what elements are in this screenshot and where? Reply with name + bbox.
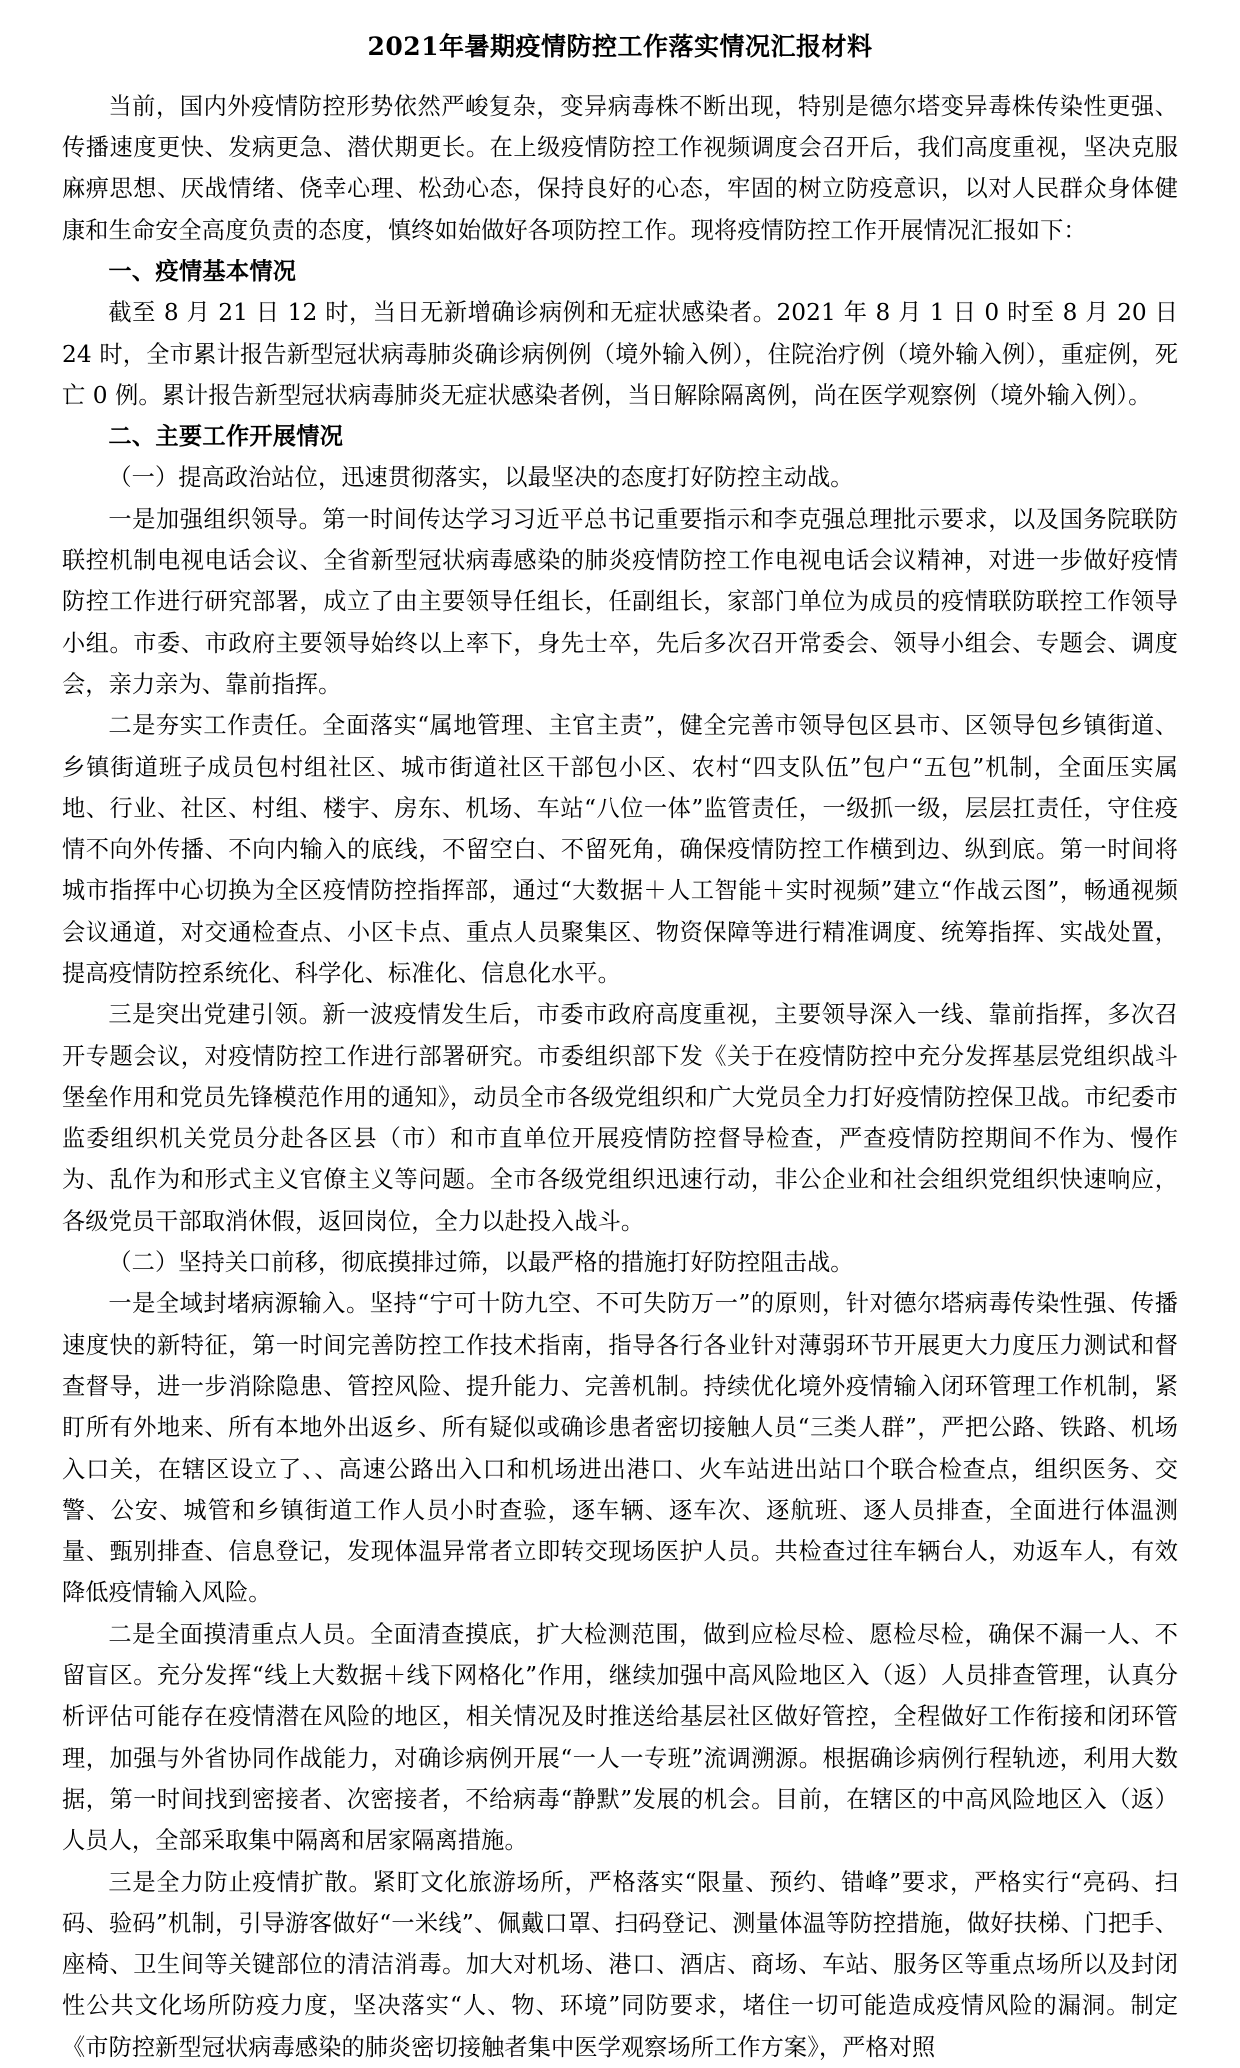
sub-section-heading: （二）坚持关口前移，彻底摸排过筛，以最严格的措施打好防控阻击战。	[108, 1249, 854, 1277]
section-heading: 二、主要工作开展情况	[108, 423, 344, 451]
page-title: 2021年暑期疫情防控工作落实情况汇报材料	[367, 32, 873, 61]
sub-section-heading: （一）提高政治站位，迅速贯彻落实，以最坚决的态度打好防控主动战。	[108, 464, 854, 492]
body-paragraph: 当前，国内外疫情防控形势依然严峻复杂，变异病毒株不断出现，特别是德尔塔变异毒株传染性更强、传播速度更快、发病更急、潜伏期更长。在上级疫情防控工作视频调度会召开后，我们高度重视，坚决克服麻痹思想、厌战情绪、侥幸心理、松劲心态，保持良好的心态，牢固的树立防疫意识，以对人民群众身体健康和生命安全高度负责的态度，慎终如始做好各项防控工作。现将疫情防控工作开展情况汇报如下：	[62, 92, 1178, 244]
body-paragraph: 一是全域封堵病源输入。坚持“宁可十防九空、不可失防万一”的原则，针对德尔塔病毒传染性强、传播速度快的新特征，第一时间完善防控工作技术指南，指导各行各业针对薄弱环节开展更大力度压力测试和督查督导，进一步消除隐患、管控风险、提升能力、完善机制。持续优化境外疫情输入闭环管理工作机制，紧盯所有外地来、所有本地外出返乡、所有疑似或确诊患者密切接触人员“三类人群”，严把公路、铁路、机场入口关，在辖区设立了、、高速公路出入口和机场进出港口、火车站进出站口个联合检查点，组织医务、交警、公安、城管和乡镇街道工作人员小时查验，逐车辆、逐车次、逐航班、逐人员排查，全面进行体温测量、甄别排查、信息登记，发现体温异常者立即转交现场医护人员。共检查过往车辆台人，劝返车人，有效降低疫情输入风险。	[62, 1290, 1178, 1607]
body-paragraph: 二是全面摸清重点人员。全面清查摸底，扩大检测范围，做到应检尽检、愿检尽检，确保不漏一人、不留盲区。充分发挥“线上大数据＋线下网格化”作用，继续加强中高风险地区入（返）人员排查管理，认真分析评估可能存在疫情潜在风险的地区，相关情况及时推送给基层社区做好管控，全程做好工作衔接和闭环管理，加强与外省协同作战能力，对确诊病例开展“一人一专班”流调溯源。根据确诊病例行程轨迹，利用大数据，第一时间找到密接者、次密接者，不给病毒“静默”发展的机会。目前，在辖区的中高风险地区入（返）人员人，全部采取集中隔离和居家隔离措施。	[62, 1620, 1178, 1855]
body-paragraph: 三是突出党建引领。新一波疫情发生后，市委市政府高度重视，主要领导深入一线、靠前指挥，多次召开专题会议，对疫情防控工作进行部署研究。市委组织部下发《关于在疫情防控中充分发挥基层党组织战斗堡垒作用和党员先锋模范作用的通知》，动员全市各级党组织和广大党员全力打好疫情防控保卫战。市纪委市监委组织机关党员分赴各区县（市）和市直单位开展疫情防控督导检查，严查疫情防控期间不作为、慢作为、乱作为和形式主义官僚主义等问题。全市各级党组织迅速行动，非公企业和社会组织党组织快速响应，各级党员干部取消休假，返回岗位，全力以赴投入战斗。	[62, 1001, 1178, 1235]
body-paragraph: 二是夯实工作责任。全面落实“属地管理、主官主责”，健全完善市领导包区县市、区领导包乡镇街道、乡镇街道班子成员包村组社区、城市街道社区干部包小区、农村“四支队伍”包户“五包”机制，全面压实属地、行业、社区、村组、楼宇、房东、机场、车站“八位一体”监管责任，一级抓一级，层层扛责任，守住疫情不向外传播、不向内输入的底线，不留空白、不留死角，确保疫情防控工作横到边、纵到底。第一时间将城市指挥中心切换为全区疫情防控指挥部，通过“大数据＋人工智能＋实时视频”建立“作战云图”，畅通视频会议通道，对交通检查点、小区卡点、重点人员聚集区、物资保障等进行精准调度、统筹指挥、实战处置，提高疫情防控系统化、科学化、标准化、信息化水平。	[62, 712, 1178, 987]
section-heading: 一、疫情基本情况	[108, 257, 297, 285]
body-paragraph: 三是全力防止疫情扩散。紧盯文化旅游场所，严格落实“限量、预约、错峰”要求，严格实行“亮码、扫码、验码”机制，引导游客做好“一米线”、佩戴口罩、扫码登记、测量体温等防控措施，做好扶梯、门把手、座椅、卫生间等关键部位的清洁消毒。加大对机场、港口、酒店、商场、车站、服务区等重点场所以及封闭性公共文化场所防疫力度，坚决落实“人、物、环境”同防要求，堵住一切可能造成疫情风险的漏洞。制定《市防控新型冠状病毒感染的肺炎密切接触者集中医学观察场所工作方案》，严格对照	[62, 1868, 1178, 2061]
body-paragraph: 截至 8 月 21 日 12 时，当日无新增确诊病例和无症状感染者。2021 年 8 月 1 日 0 时至 8 月 20 日 24 时，全市累计报告新型冠状病毒肺炎确诊病例例（境外输入例），住院治疗例（境外输入例），重症例，死亡 0 例。累计报告新型冠状病毒肺炎无症状感染者例，当日解除隔离例，尚在医学观察例（境外输入例）。	[62, 299, 1178, 409]
document-body	[62, 86, 1178, 2068]
body-paragraph: 一是加强组织领导。第一时间传达学习习近平总书记重要指示和李克强总理批示要求，以及国务院联防联控机制电视电话会议、全省新型冠状病毒感染的肺炎疫情防控工作电视电话会议精神，对进一步做好疫情防控工作进行研究部署，成立了由主要领导任组长，任副组长，家部门单位为成员的疫情联防联控工作领导小组。市委、市政府主要领导始终以上率下，身先士卒，先后多次召开常委会、领导小组会、专题会、调度会，亲力亲为、靠前指挥。	[62, 505, 1178, 698]
